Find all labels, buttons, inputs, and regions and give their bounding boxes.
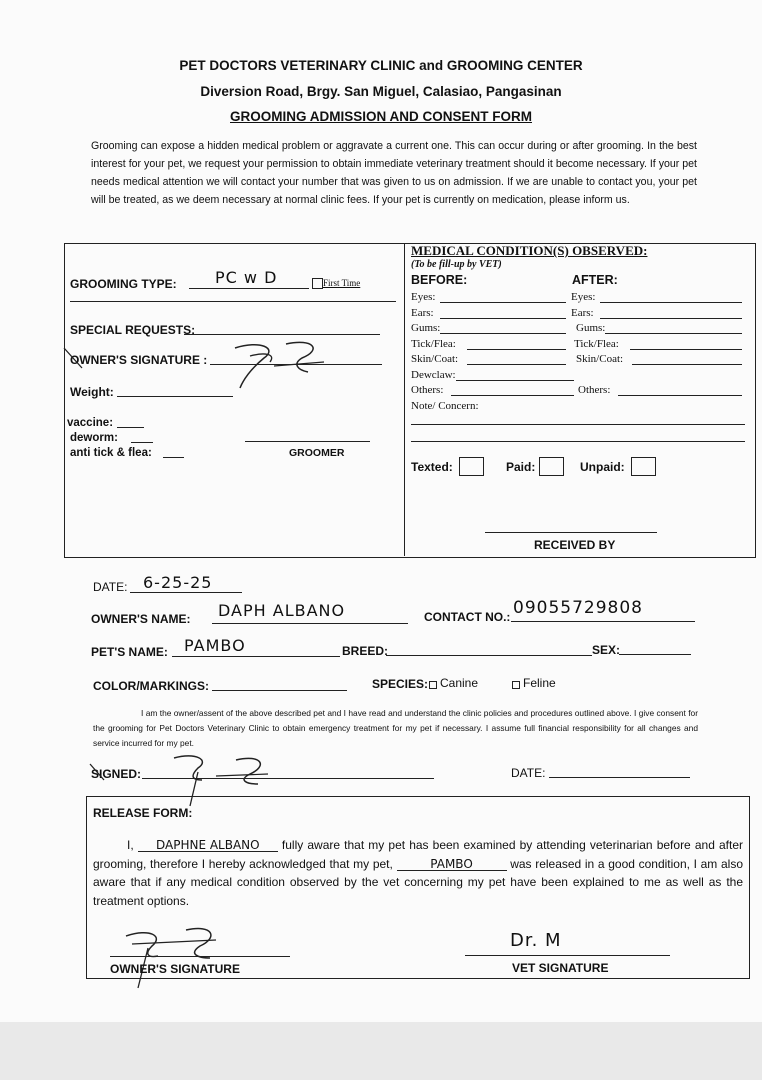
anti-tick-label: anti tick & flea: [70, 447, 152, 459]
release-text-3: was released in a good condition, I am also aware that if any medical condition observed by the vet concerning my pet have been explained to me as well as the treatment options. [93, 856, 743, 908]
before-field-label: Dewclaw: [411, 369, 456, 381]
before-label: BEFORE: [411, 273, 468, 287]
owner-signature-release [112, 924, 232, 994]
before-field-line[interactable] [440, 318, 566, 319]
pets-name-line[interactable] [172, 656, 340, 657]
date-label: DATE: [93, 580, 128, 594]
before-field-line[interactable] [467, 349, 566, 350]
medical-title: MEDICAL CONDITION(S) OBSERVED: [411, 243, 648, 258]
grooming-type-line [189, 288, 309, 289]
canine-checkbox[interactable] [429, 681, 437, 689]
owners-name-line[interactable] [212, 623, 408, 624]
date-value[interactable]: 6-25-25 [143, 573, 213, 592]
release-text-2: fully aware that my pet has been examined by attending veterinarian before and after grooming, therefore I hereby acknowledged that my pet, [93, 838, 743, 871]
unpaid-label: Unpaid: [580, 460, 625, 474]
release-paragraph [93, 836, 743, 910]
release-title: RELEASE FORM: [93, 806, 193, 820]
before-field-line[interactable] [456, 380, 574, 381]
feline-checkbox[interactable] [512, 681, 520, 689]
sex-label: SEX: [592, 643, 621, 657]
after-label: AFTER: [572, 273, 618, 287]
form-title: GROOMING ADMISSION AND CONSENT FORM [230, 109, 532, 124]
after-field-line[interactable] [600, 302, 742, 303]
color-markings-label: COLOR/MARKINGS: [93, 679, 209, 693]
species-label: SPECIES: [372, 677, 429, 691]
before-field-label: Eyes: [411, 291, 436, 303]
pets-name-value[interactable]: PAMBO [184, 636, 246, 655]
contact-label: CONTACT NO.: [424, 610, 511, 624]
after-field-line[interactable] [605, 333, 742, 334]
medical-subtitle: (To be fill-up by VET) [411, 259, 502, 270]
special-requests-label: SPECIAL REQUESTS: [70, 323, 196, 337]
after-field-line[interactable] [618, 395, 742, 396]
note-line-1[interactable] [411, 424, 745, 425]
texted-label: Texted: [411, 460, 453, 474]
release-text-1: I, [127, 838, 134, 852]
pets-name-label: PET'S NAME: [91, 645, 168, 659]
before-field-line[interactable] [467, 364, 566, 365]
contact-line[interactable] [511, 621, 695, 622]
vaccine-label: vaccine: [67, 417, 114, 429]
clinic-address: Diversion Road, Brgy. San Miguel, Calasiao, Pangasinan [200, 84, 562, 99]
received-by-line[interactable] [485, 532, 657, 533]
vet-signature-label: VET SIGNATURE [512, 961, 609, 975]
received-by-label: RECEIVED BY [534, 538, 616, 552]
before-field-label: Skin/Coat: [411, 353, 459, 365]
weight-line[interactable] [117, 396, 233, 397]
column-divider [404, 243, 405, 556]
after-field-line[interactable] [632, 364, 742, 365]
grooming-type-label: GROOMING TYPE: [70, 277, 177, 291]
date-line[interactable] [130, 592, 242, 593]
grooming-extra-line [70, 301, 396, 302]
before-field-line[interactable] [440, 333, 566, 334]
before-field-label: Gums: [411, 322, 441, 334]
after-field-label: Skin/Coat: [576, 353, 624, 365]
paid-label: Paid: [506, 460, 536, 474]
canine-label: Canine [440, 676, 479, 690]
special-requests-line[interactable] [184, 334, 380, 335]
deworm-line[interactable] [131, 442, 153, 443]
sex-line[interactable] [619, 654, 691, 655]
vet-signature-line[interactable] [465, 955, 670, 956]
owners-signature-label-top: OWNER'S SIGNATURE : [70, 353, 208, 367]
unpaid-checkbox[interactable] [631, 457, 656, 476]
signed-date-label: DATE: [511, 766, 546, 780]
after-field-label: Tick/Flea: [574, 338, 619, 350]
before-field-line[interactable] [440, 302, 566, 303]
after-field-label: Others: [578, 384, 611, 396]
signed-label: SIGNED: [91, 767, 142, 781]
before-field-label: Tick/Flea: [411, 338, 456, 350]
clinic-name: PET DOCTORS VETERINARY CLINIC and GROOMING CENTER [179, 58, 583, 73]
anti-tick-line[interactable] [163, 457, 184, 458]
feline-label: Feline [523, 676, 556, 690]
texted-checkbox[interactable] [459, 457, 484, 476]
groomer-line[interactable] [245, 441, 370, 442]
paid-checkbox[interactable] [539, 457, 564, 476]
breed-label: BREED: [342, 644, 389, 658]
intro-paragraph: Grooming can expose a hidden medical problem or aggravate a current one. This can occur during or after grooming. In the best interest for your pet, we request your permission to obtain immediate veterinary treatment should it become necessary. If your pet needs medical attention we will contact your number that was given to us on admission. If we are unable to contact you, your pet will be treated, as we deem necessary at normal clinic fees. If your pet is currently on medication, please inform us. [91, 140, 697, 206]
before-field-line[interactable] [451, 395, 574, 396]
color-markings-line[interactable] [212, 690, 347, 691]
after-field-label: Ears: [571, 307, 594, 319]
consent-text: I am the owner/assent of the above described pet and I have read and understand the clinic policies and procedures outlined above. I give consent for the grooming for Pet Doctors Veterinary Clinic to obtain emergency treatment for my pet if necessary. I assume full financial responsibility for all changes and service incurred for my pet. [93, 708, 698, 748]
signed-date-line[interactable] [549, 777, 690, 778]
owners-name-label: OWNER'S NAME: [91, 612, 191, 626]
breed-line[interactable] [386, 655, 592, 656]
deworm-label: deworm: [70, 432, 118, 444]
vet-signature-value: Dr. M [510, 930, 562, 951]
before-field-label: Ears: [411, 307, 434, 319]
after-field-line[interactable] [600, 318, 742, 319]
note-concern-label: Note/ Concern: [411, 400, 479, 412]
after-field-label: Gums: [576, 322, 606, 334]
groomer-label: GROOMER [289, 447, 345, 459]
first-time-label: First Time [323, 278, 361, 288]
release-pet-name[interactable]: PAMBO [397, 858, 507, 871]
first-time-checkbox[interactable] [312, 278, 323, 289]
before-field-label: Others: [411, 384, 444, 396]
release-owner-signature-label: OWNER'S SIGNATURE [110, 962, 240, 976]
grooming-type-value[interactable]: PC w D [215, 268, 278, 287]
note-line-2[interactable] [411, 441, 745, 442]
vaccine-line[interactable] [117, 427, 144, 428]
release-owner-name[interactable]: DAPHNE ALBANO [138, 839, 278, 852]
weight-label: Weight: [70, 385, 114, 399]
after-field-line[interactable] [630, 349, 742, 350]
owners-name-value[interactable]: DAPH ALBANO [218, 601, 346, 620]
contact-value[interactable]: 09055729808 [513, 598, 643, 618]
after-field-label: Eyes: [571, 291, 596, 303]
